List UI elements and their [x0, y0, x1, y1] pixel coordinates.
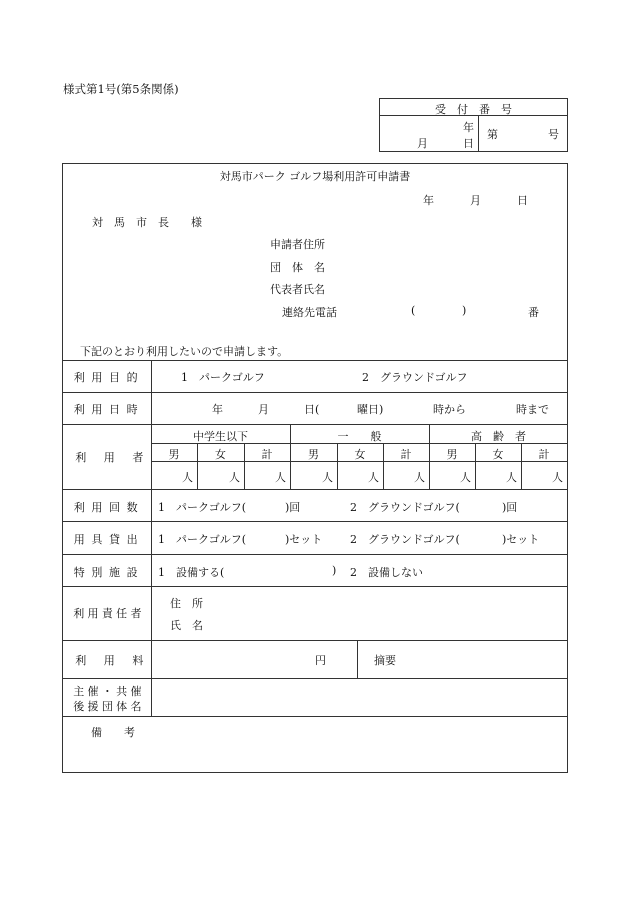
users-group-general: 一 般 [337, 430, 382, 443]
users-label: 利用者 [75, 451, 161, 464]
rental-ground-golf: 2 グラウンドゴルフ( [350, 533, 460, 546]
facility-label: 特別施設 [73, 566, 145, 579]
facility-install: 1 設備する( [158, 566, 225, 579]
phone-label: 連絡先電話 [282, 306, 337, 319]
form-number-label: 様式第1号(第5条関係) [63, 82, 179, 96]
users-group-junior: 中学生以下 [193, 430, 248, 443]
count-label: 利用回数 [73, 501, 145, 514]
reception-go: 号 [548, 128, 559, 141]
unit-person: 人 [460, 471, 471, 484]
purpose-option-park-golf: 1 パークゴルフ [181, 371, 265, 384]
count-ground-golf: 2 グラウンドゴルフ( [350, 501, 460, 514]
col-male: 男 [446, 448, 458, 461]
date-day: 日 [517, 194, 528, 207]
rental-park-golf-unit: )セット [285, 533, 323, 546]
unit-person: 人 [275, 471, 286, 484]
sponsor-label-line2: 後援団体名 [73, 700, 145, 713]
phone-paren-open: ( [411, 304, 416, 317]
col-female: 女 [492, 448, 504, 461]
phone-paren-close: ) [462, 304, 467, 317]
remarks-label: 備 考 [91, 726, 135, 739]
datetime-from: 時から [433, 403, 466, 416]
date-month: 月 [470, 194, 481, 207]
col-female: 女 [215, 448, 226, 461]
form-title: 対馬市パーク ゴルフ場利用許可申請書 [219, 170, 411, 183]
reception-month: 月 [417, 137, 428, 150]
col-female: 女 [354, 448, 366, 461]
purpose-label: 利用目的 [73, 371, 145, 384]
sponsor-label-line1: 主催・共催 [73, 685, 145, 698]
rental-ground-golf-unit: )セット [502, 533, 540, 546]
count-park-golf-unit: )回 [285, 501, 301, 514]
responsible-label: 利用責任者 [73, 607, 145, 620]
datetime-month: 月 [258, 403, 269, 416]
fee-yen: 円 [315, 654, 326, 667]
phone-ban: 番 [528, 306, 539, 319]
datetime-year: 年 [212, 403, 223, 416]
applicant-address-label: 申請者住所 [270, 238, 325, 251]
rental-label: 用具貸出 [73, 533, 145, 546]
fee-label: 利用料 [75, 654, 161, 667]
fee-summary-label: 摘要 [374, 654, 396, 667]
reception-year: 年 [463, 121, 474, 134]
group-name-label: 団 体 名 [270, 261, 325, 274]
addressee: 対 馬 市 長 様 [92, 216, 202, 229]
reception-dai: 第 [487, 128, 498, 141]
datetime-to: 時まで [516, 403, 549, 416]
date-year: 年 [423, 194, 434, 207]
datetime-day: 日( [304, 403, 320, 416]
unit-person: 人 [506, 471, 517, 484]
col-total: 計 [538, 448, 550, 461]
unit-person: 人 [229, 471, 240, 484]
count-ground-golf-unit: )回 [502, 501, 518, 514]
col-total: 計 [261, 448, 273, 461]
col-male: 男 [168, 448, 180, 461]
facility-not-install: 2 設備しない [350, 566, 423, 579]
unit-person: 人 [182, 471, 193, 484]
col-total: 計 [400, 448, 412, 461]
datetime-label: 利用日時 [73, 403, 145, 416]
col-male: 男 [308, 448, 319, 461]
facility-install-close: ) [332, 564, 337, 577]
reception-day: 日 [463, 137, 474, 150]
unit-person: 人 [414, 471, 425, 484]
datetime-weekday: 曜日) [357, 403, 384, 416]
representative-label: 代表者氏名 [270, 283, 325, 296]
responsible-address-label: 住 所 [170, 597, 203, 610]
request-text: 下記のとおり利用したいので申請します。 [80, 345, 289, 358]
purpose-option-ground-golf: 2 グラウンドゴルフ [362, 371, 468, 384]
unit-person: 人 [552, 471, 563, 484]
count-park-golf: 1 パークゴルフ( [158, 501, 247, 514]
users-group-senior: 高 齢 者 [471, 430, 526, 443]
responsible-name-label: 氏 名 [170, 619, 203, 632]
rental-park-golf: 1 パークゴルフ( [158, 533, 247, 546]
reception-header: 受 付 番 号 [435, 103, 512, 116]
unit-person: 人 [322, 471, 333, 484]
unit-person: 人 [368, 471, 379, 484]
